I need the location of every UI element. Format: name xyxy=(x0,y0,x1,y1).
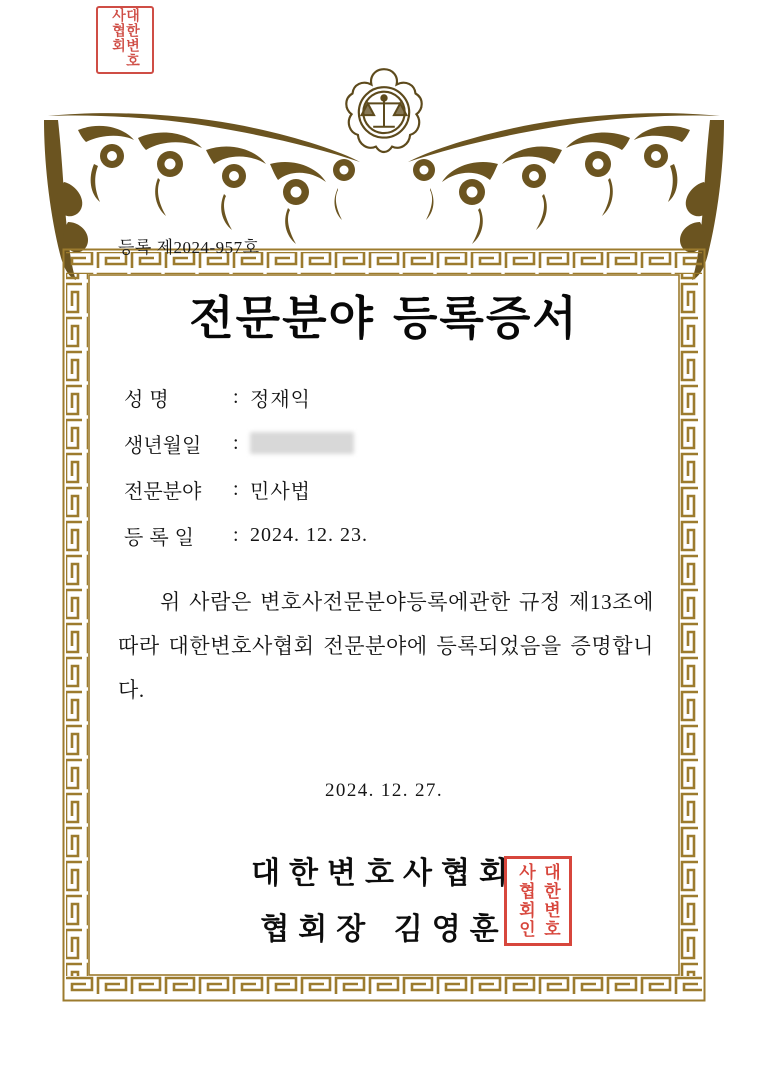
field-list xyxy=(124,374,644,558)
certificate-body xyxy=(118,580,654,712)
official-red-seal xyxy=(504,856,572,946)
issue-date: 2024. 12. 27. xyxy=(325,780,443,801)
field-row-birthdate xyxy=(124,420,644,466)
registration-number: 등록 제2024-957호 xyxy=(118,238,260,257)
field-colon-name: : xyxy=(232,385,240,408)
field-value-specialty: 민사법 xyxy=(250,480,311,503)
field-label-registration-date: 등 록 일 xyxy=(124,526,195,549)
field-colon-registration-date: : xyxy=(232,523,240,546)
certificate-title: 전문분야 등록증서 xyxy=(189,291,579,345)
signature-person: 협회장 김영훈 xyxy=(260,912,508,947)
certificate-body-text: 위 사람은 변호사전문분야등록에관한 규정 제13조에 따라 대한변호사협회 전문분야에 등록되었음을 증명합니다. xyxy=(118,590,654,702)
field-label-name: 성 명 xyxy=(124,388,170,411)
field-value-name: 정재익 xyxy=(250,388,311,411)
field-colon-birthdate: : xyxy=(232,431,240,454)
field-colon-specialty: : xyxy=(232,477,240,500)
top-seal-text: 대한변호사협회 xyxy=(110,8,140,68)
official-seal-text: 대한변호사협회인 xyxy=(515,863,560,939)
field-row-registration-date xyxy=(124,512,644,558)
field-value-registration-date: 2024. 12. 23. xyxy=(250,523,368,546)
field-value-birthdate-redacted xyxy=(250,432,354,454)
field-row-specialty xyxy=(124,466,644,512)
signature-block xyxy=(0,848,768,948)
top-red-seal xyxy=(96,6,154,74)
field-label-birthdate: 생년월일 xyxy=(124,434,202,457)
field-label-specialty: 전문분야 xyxy=(124,480,202,503)
signature-organization: 대한변호사협회 xyxy=(251,856,517,891)
field-row-name xyxy=(124,374,644,420)
